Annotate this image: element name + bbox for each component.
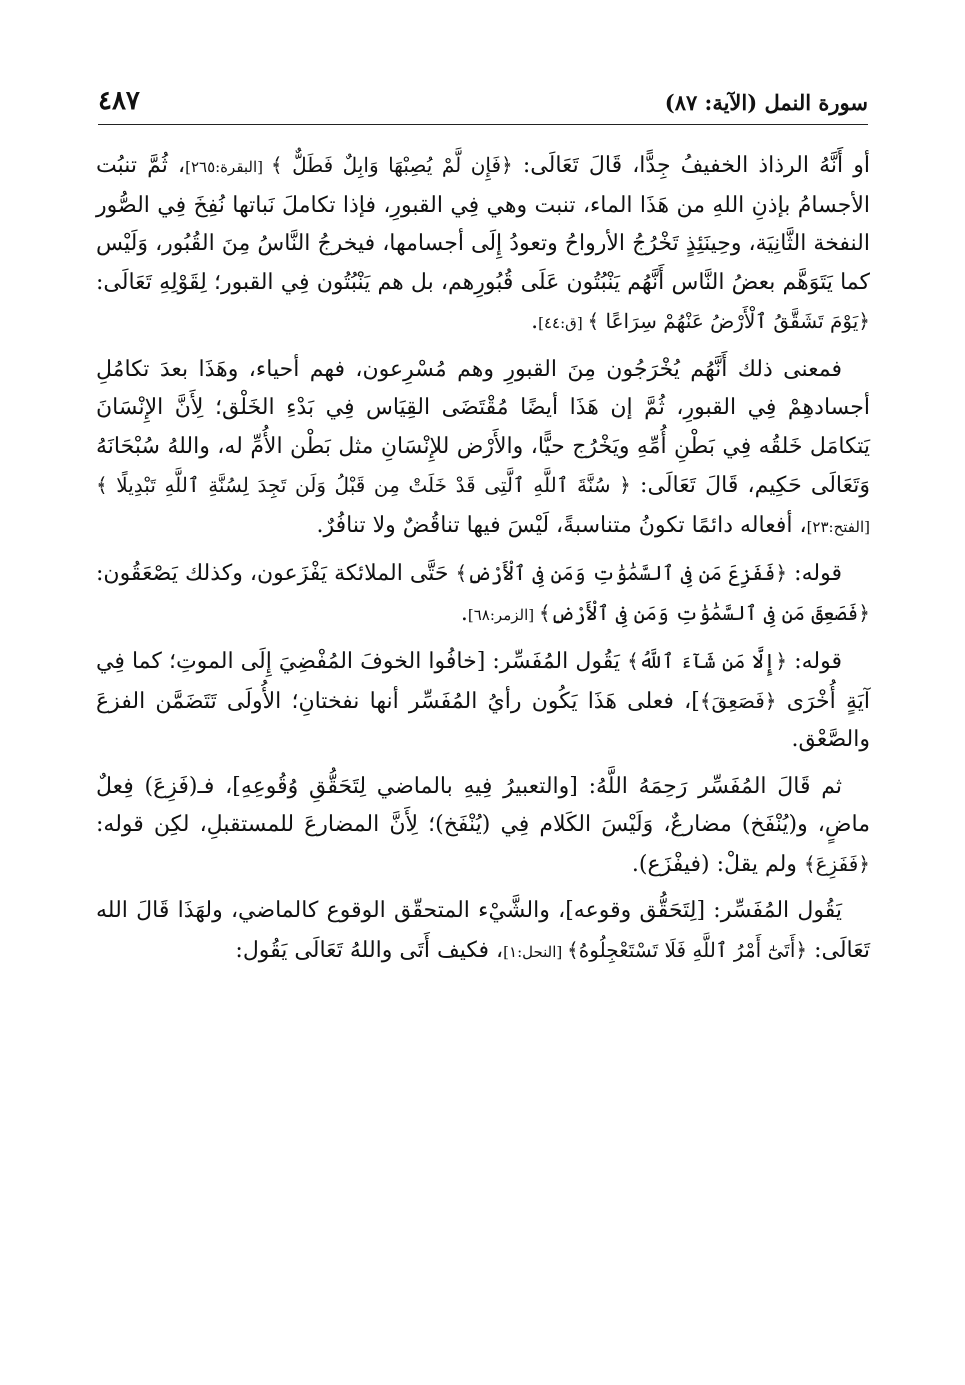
paragraph (96, 146, 870, 343)
quran-verse: ﴿يَوْمَ تَشَقَّقُ ٱلْأَرْضُ عَنْهُمْ سِرَاعًا ﴾ (587, 309, 870, 333)
verse-reference: [النحل:١] (503, 942, 568, 961)
body-text-run: ، ثُمَّ تنبُت الأجسامُ بإذنِ اللهِ من هَذَا الماء، تنبت وهي فِي القبورِ، فإذا تكاملَ نَباتها نُفِخَ فِي الصُّور النفخة الثَّانِيَة، وحِينَئِذٍ تَخْرُجُ الأرواحُ وتعودُ إِلَى أجسامها، فيخرجُ النَّاسُ مِنَ القُبُور، وَلَيْس كما يَتَوَهَّم بعضُ النَّاس أَنَّهُم يَنْبُتُون عَلَى قُبُورِهم، بل هم يَنْبُتُون فِي القبور؛ لِقَوْلِهِ تَعَالَى: (96, 153, 870, 295)
verse-reference: [ق:٤٤] (538, 314, 588, 332)
paragraph (96, 642, 870, 760)
verse-reference: [الزمر:٦٨] (467, 605, 539, 624)
body-text-run: أو أَنَّهُ الرذاذ الخفيفُ جِدًّا، قَالَ تَعَالَى: (512, 153, 870, 178)
body-text-run: قوله: (787, 561, 842, 586)
body-text-run: ، فكيف أَتَى واللهُ تَعَالَى يَقُول: (235, 937, 504, 963)
body-text-run: ، أفعاله دائمًا تكونُ متناسبةً، لَيْسَ فيها تناقُضٌ ولا تنافُرٌ. (316, 512, 807, 538)
body-text-run: يَقُول المُفَسِّر: [لِتَحَقُّق وقوعه]، والشَّيْء المتحقّق الوقوع كالماضي، ولهَذَا قَالَ الله تَعَالَى: (96, 898, 870, 963)
body-text-run: قوله: (787, 649, 843, 674)
quran-verse: ﴿فَفَزِعَ﴾ (803, 851, 870, 876)
body-text-run: ولم يقلْ: (فيفْزَع). (631, 851, 804, 877)
paragraph (96, 351, 870, 547)
quran-verse: ﴿أَتَىٰٓ أَمْرُ ٱللَّهِ فَلَا تَسْتَعْجِلُوهُ﴾ (567, 937, 808, 962)
paragraph (96, 892, 870, 971)
quran-verse: ﴿فَفَزِعَ مَن فِى ٱلسَّمَٰوَٰتِ وَمَن فِى ٱلْأَرْضِ﴾ (455, 561, 788, 585)
paragraph (96, 768, 870, 885)
body-text-run: . (460, 600, 468, 626)
quran-verse: ﴿فَصَعِقَ﴾ (699, 688, 777, 713)
verse-reference: [البقرة:٢٦٥] (185, 158, 271, 176)
body-text-run: . (531, 309, 539, 334)
quran-verse: ﴿فَإِن لَّمْ يُصِبْهَا وَابِلٌ فَطَلٌّ ﴾ (270, 153, 513, 177)
page-body (96, 146, 870, 979)
body-text-run: ]، فعلى هَذَا يَكُون رأيُ المُفَسِّر أنها نفختانِ؛ الأُولَى تَتَضَمَّن الفزعَ والصَّعْق. (96, 688, 870, 752)
body-text-run: فمعنى ذلك أَنَّهُم يُخْرَجُون مِنَ القبورِ وهم مُسْرِعون، فهم أحياء، وهَذَا بعدَ تكامُلِ أجسادهِمْ فِي القبورِ، ثُمَّ إن هَذَا أيضًا مُقْتَضَى القِيَاس فِي بَدْءِ الخَلْق؛ لِأَنَّ الإِنْسَانَ يَتكامَل خَلقُه فِي بَطْنِ أُمِّهِ ويَخْرُج حيًّا، والأَرْض للإِنْسَانِ مثل بَطْن الأُمِّ له، واللهُ سُبْحَانَهُ وَتَعَالَى حَكِيم، قَالَ تَعَالَى: (96, 356, 870, 498)
quran-verse: ﴿إِلَّا مَن شَآءَ ٱللَّهُ﴾ (627, 649, 788, 673)
page-header (98, 84, 868, 124)
body-text-run: ثم قَالَ المُفَسِّر رَحِمَهُ اللَّهُ: [والتعبيرُ فِيهِ بالماضي لِتَحَقُّقِ وُقُوعِهِ]، فـ(فَزِعَ) فِعلٌ ماضٍ، و(يُنْفَخ) مضارعٌ، وَلَيْسَ الكَلام فِي (يُنْفَخ)؛ لِأَنَّ المضارعَ للمستقبلِ، لكِن قوله: (96, 773, 870, 837)
body-text-run: يَقُول المُفَسِّر: [خافُوا الخوفَ المُفْضِيَ إِلَى الموتِ؛ كما فِي آيَةٍ أُخْرَى (96, 649, 870, 714)
verse-reference: [الفتح:٢٣] (806, 517, 870, 536)
quran-verse: ﴿فَصَعِقَ مَن فِى ٱلسَّمَٰوَٰتِ وَمَن فِى ٱلْأَرْضِ﴾ (538, 600, 870, 625)
page-number: ٤٨٧ (98, 86, 140, 116)
paragraph (96, 554, 870, 634)
header-divider (98, 124, 868, 125)
quran-verse: ﴿ سُنَّةَ ٱللَّهِ ٱلَّتِى قَدْ خَلَتْ مِن قَبْلُ وَلَن تَجِدَ لِسُنَّةِ ٱللَّهِ تَبْدِيلًا ﴾ (96, 473, 631, 497)
body-text-run: حَتَّى الملائكة يَفْزَعون، وكذلك يَصْعَقُون: (96, 561, 456, 586)
surah-title: سورة النمل (الآية: ٨٧) (664, 90, 868, 115)
